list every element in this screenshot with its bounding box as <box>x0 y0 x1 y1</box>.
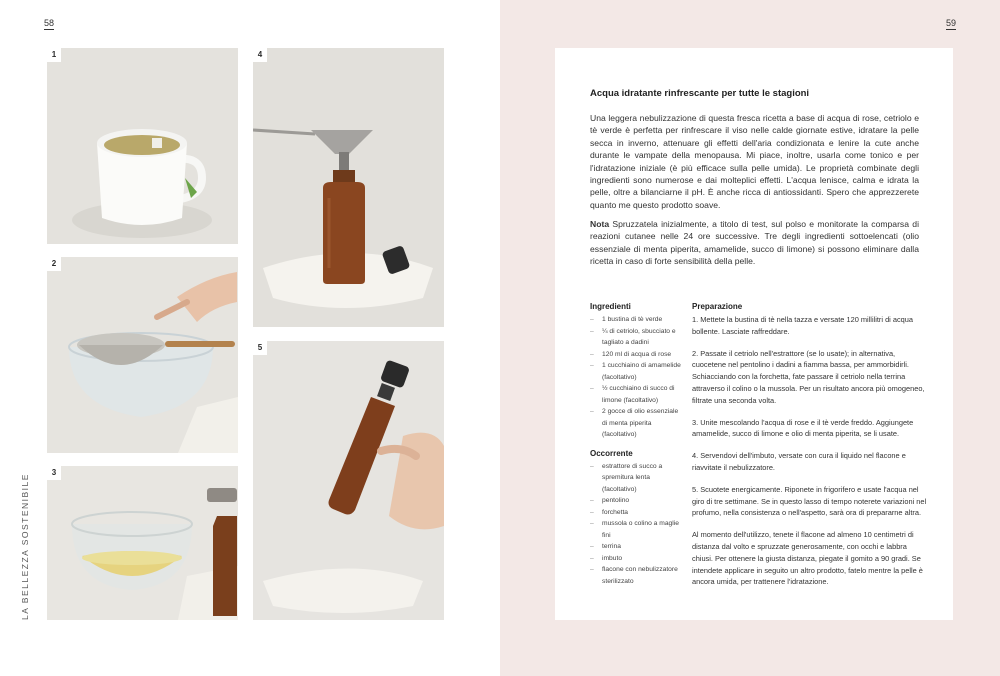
list-item: – forchetta <box>590 507 682 519</box>
preparation-heading: Preparazione <box>692 302 743 311</box>
ingredients-column <box>590 302 682 587</box>
list-item: – estrattore di succo a spremitura lenta (facoltativo) <box>590 461 682 496</box>
tools-list <box>590 461 682 588</box>
tea-cup-illustration <box>47 48 238 244</box>
preparation-step: 2. Passate il cetriolo nell'estrattore (se lo usate); in alternativa, cuocetene nel pentolino i dadini a fiamma bassa, per ammorbidirli. Schiacciando con la forchetta, fate passare il cetriolo nella terrina attraverso il colino o la mussola. Per un risultato ancora più omogeneo, filtrate una seconda volta. <box>692 348 925 405</box>
photo-number: 2 <box>47 257 61 271</box>
preparation-step: 1. Mettete la bustina di tè nella tazza e versate 120 millilitri di acqua bollente. Lasciate raffreddare. <box>692 315 914 336</box>
list-item: – 1 bustina di tè verde <box>590 314 682 326</box>
recipe-note <box>590 218 919 268</box>
list-item: – imbuto <box>590 553 682 565</box>
strainer-illustration <box>47 257 238 453</box>
bowl-illustration <box>47 466 238 620</box>
list-item: – 120 ml di acqua di rose <box>590 349 682 361</box>
preparation-step: 3. Unite mescolando l'acqua di rose e il tè verde freddo. Aggiungete amamelide, succo di limone e olio di menta piperita, se li usate. <box>692 417 914 439</box>
list-item: – ¼ di cetriolo, sbucciato e tagliato a dadini <box>590 326 682 349</box>
page-number-right: 59 <box>945 18 956 28</box>
photo-funnel-bottle <box>253 48 444 327</box>
recipe-card <box>555 48 953 620</box>
spray-bottle-illustration <box>253 341 444 620</box>
list-item: – ½ cucchiaino di succo di limone (facoltativo) <box>590 383 682 406</box>
note-label: Nota <box>590 219 610 229</box>
list-item: – pentolino <box>590 495 682 507</box>
preparation-step: 5. Scuotete energicamente. Riponete in frigorifero e usate l'acqua nel giro di tre settimane. Se in questo lasso di tempo noterete variazioni nel profumo, nella consistenza o nell'aspetto, sarà ora di prepararne altra. <box>692 484 927 518</box>
ingredients-list <box>590 314 682 441</box>
photo-strainer-bowl <box>47 257 238 453</box>
ingredients-heading: Ingredienti <box>590 302 631 311</box>
list-item: – 2 gocce di olio essenziale di menta piperita (facoltativo) <box>590 406 682 441</box>
list-item: – terrina <box>590 541 682 553</box>
page-number-left: 58 <box>44 18 55 28</box>
photo-bowl-liquid <box>47 466 238 620</box>
tools-heading: Occorrente <box>590 448 633 458</box>
recipe-intro: Una leggera nebulizzazione di questa fresca ricetta a base di acqua di rose, cetriolo e tè verde è perfetta per rinfrescare il viso nelle calde giornate estive, idratare la pelle secca in inverno, attenuare gli effetti dell'aria condizionata e lenire la cute anche durante le vampate della menopausa. Mi piace, inoltre, usarla come tonico e per l'idratazione iniziale (è più efficace sulla pelle umida). Le proprietà combinate degli ingredienti sono numerose e dai molteplici effetti. L'acqua lenisce, calma e idrata la pelle, oltre a bilanciarne il pH. È anche ricca di antiossidanti. Spero che apprezzerete quanto me questo prodotto soave. <box>590 113 919 210</box>
photo-spray-bottle <box>253 341 444 620</box>
list-item: – 1 cucchiaino di amamelide (facoltativo) <box>590 360 682 383</box>
recipe-title: Acqua idratante rinfrescante per tutte le stagioni <box>590 88 810 99</box>
photo-number: 1 <box>47 48 61 62</box>
spine-title-left: LA BELLEZZA SOSTENIBILE <box>20 473 30 620</box>
photo-number: 4 <box>253 48 267 62</box>
photo-tea-cup <box>47 48 238 244</box>
usage-paragraph: Al momento dell'utilizzo, tenete il flacone ad almeno 10 centimetri di distanza dal volto e spruzzate generosamente, con occhi e labbra chiusi. Per ottenere la giusta distanza, piegate il gomito a 90 gradi. Se intendete applicare in seguito un altro prodotto, fatelo mentre la pelle è ancora umida, per trattenere l'idratazione. <box>692 530 923 587</box>
preparation-column <box>692 302 928 598</box>
photo-number: 3 <box>47 466 61 480</box>
funnel-bottle-illustration <box>253 48 444 327</box>
list-item: – flacone con nebulizzatore sterilizzato <box>590 564 682 587</box>
note-text: Spruzzatela inizialmente, a titolo di test, sul polso e monitorate la comparsa di reazioni cutanee nelle 24 ore successive. Tre degli ingredienti sottoelencati (olio essenziale di menta piperita, amamelide, succo di limone) si possono eliminare dalla ricetta in caso di forte sensibilità della pelle. <box>590 219 919 267</box>
photo-number: 5 <box>253 341 267 355</box>
preparation-step: 4. Servendovi dell'imbuto, versate con cura il liquido nel flacone e riavvitate il nebulizzatore. <box>692 451 906 472</box>
list-item: – mussola o colino a maglie fini <box>590 518 682 541</box>
